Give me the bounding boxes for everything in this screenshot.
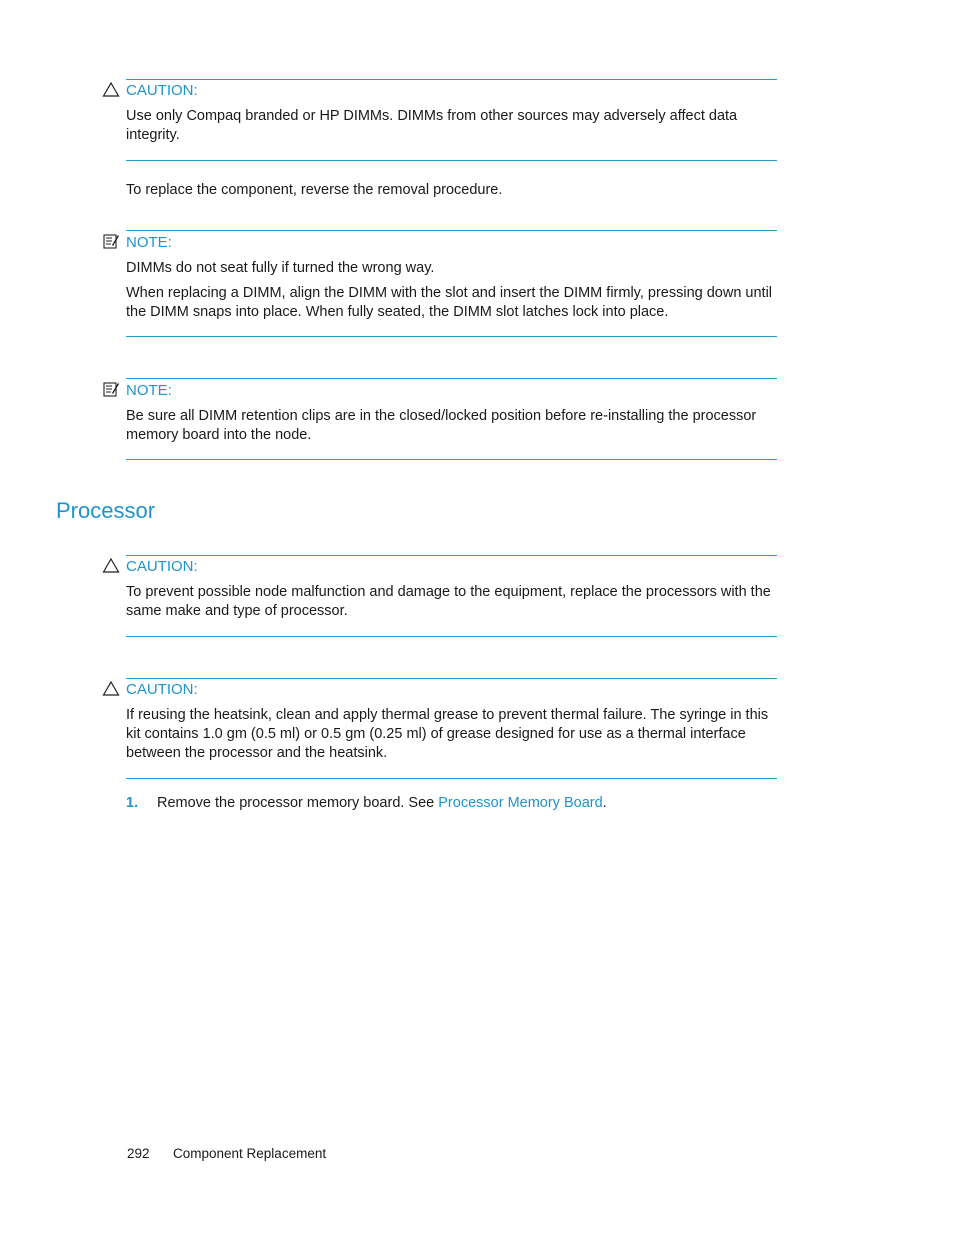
step-text	[157, 794, 607, 813]
admonition-bottom-rule	[126, 160, 777, 161]
note-text: DIMMs do not seat fully if turned the wrong way.	[126, 260, 435, 276]
note-label: NOTE:	[126, 234, 172, 251]
note-pad-icon	[102, 232, 120, 250]
caution-text: Use only Compaq branded or HP DIMMs. DIMMs from other sources may adversely affect data integrity.	[126, 108, 738, 143]
admonition-top-rule	[126, 378, 777, 379]
warning-triangle-icon	[102, 81, 120, 99]
admonition-bottom-rule	[126, 459, 777, 460]
caution-text: If reusing the heatsink, clean and apply thermal grease to prevent thermal failure. The syringe in this kit contains 1.0 gm (0.5 ml) or 0.5 gm (0.25 ml) of grease designed for use as a thermal interface between the processor and the heatsink.	[126, 707, 769, 761]
processor-memory-board-link[interactable]: Processor Memory Board	[438, 795, 603, 811]
admonition-bottom-rule	[126, 636, 777, 637]
step-text-body: Remove the processor memory board. See	[157, 795, 439, 811]
admonition-bottom-rule	[126, 336, 777, 337]
footer-chapter-title: Component Replacement	[173, 1146, 327, 1161]
page-number: 292	[127, 1146, 150, 1161]
section-heading: Processor	[56, 498, 156, 523]
note-label: NOTE:	[126, 382, 172, 399]
note-pad-icon	[102, 380, 120, 398]
caution-label: CAUTION:	[126, 681, 198, 698]
admonition-top-rule	[126, 555, 777, 556]
admonition-top-rule	[126, 678, 777, 679]
warning-triangle-icon	[102, 557, 120, 575]
body-paragraph: To replace the component, reverse the removal procedure.	[126, 182, 503, 198]
admonition-top-rule	[126, 79, 777, 80]
step-text-suffix: .	[602, 795, 607, 811]
caution-label: CAUTION:	[126, 82, 198, 99]
step-number: 1.	[126, 795, 139, 811]
warning-triangle-icon	[102, 680, 120, 698]
caution-label: CAUTION:	[126, 558, 198, 575]
admonition-bottom-rule	[126, 778, 777, 779]
note-text: Be sure all DIMM retention clips are in the closed/locked position before re-installing the processor memory board into the node.	[126, 408, 757, 443]
caution-text: To prevent possible node malfunction and damage to the equipment, replace the processors with the same make and type of processor.	[126, 584, 771, 619]
note-text: When replacing a DIMM, align the DIMM with the slot and insert the DIMM firmly, pressing down until the DIMM snaps into place. When fully seated, the DIMM slot latches lock into place.	[126, 285, 773, 320]
admonition-top-rule	[126, 230, 777, 231]
